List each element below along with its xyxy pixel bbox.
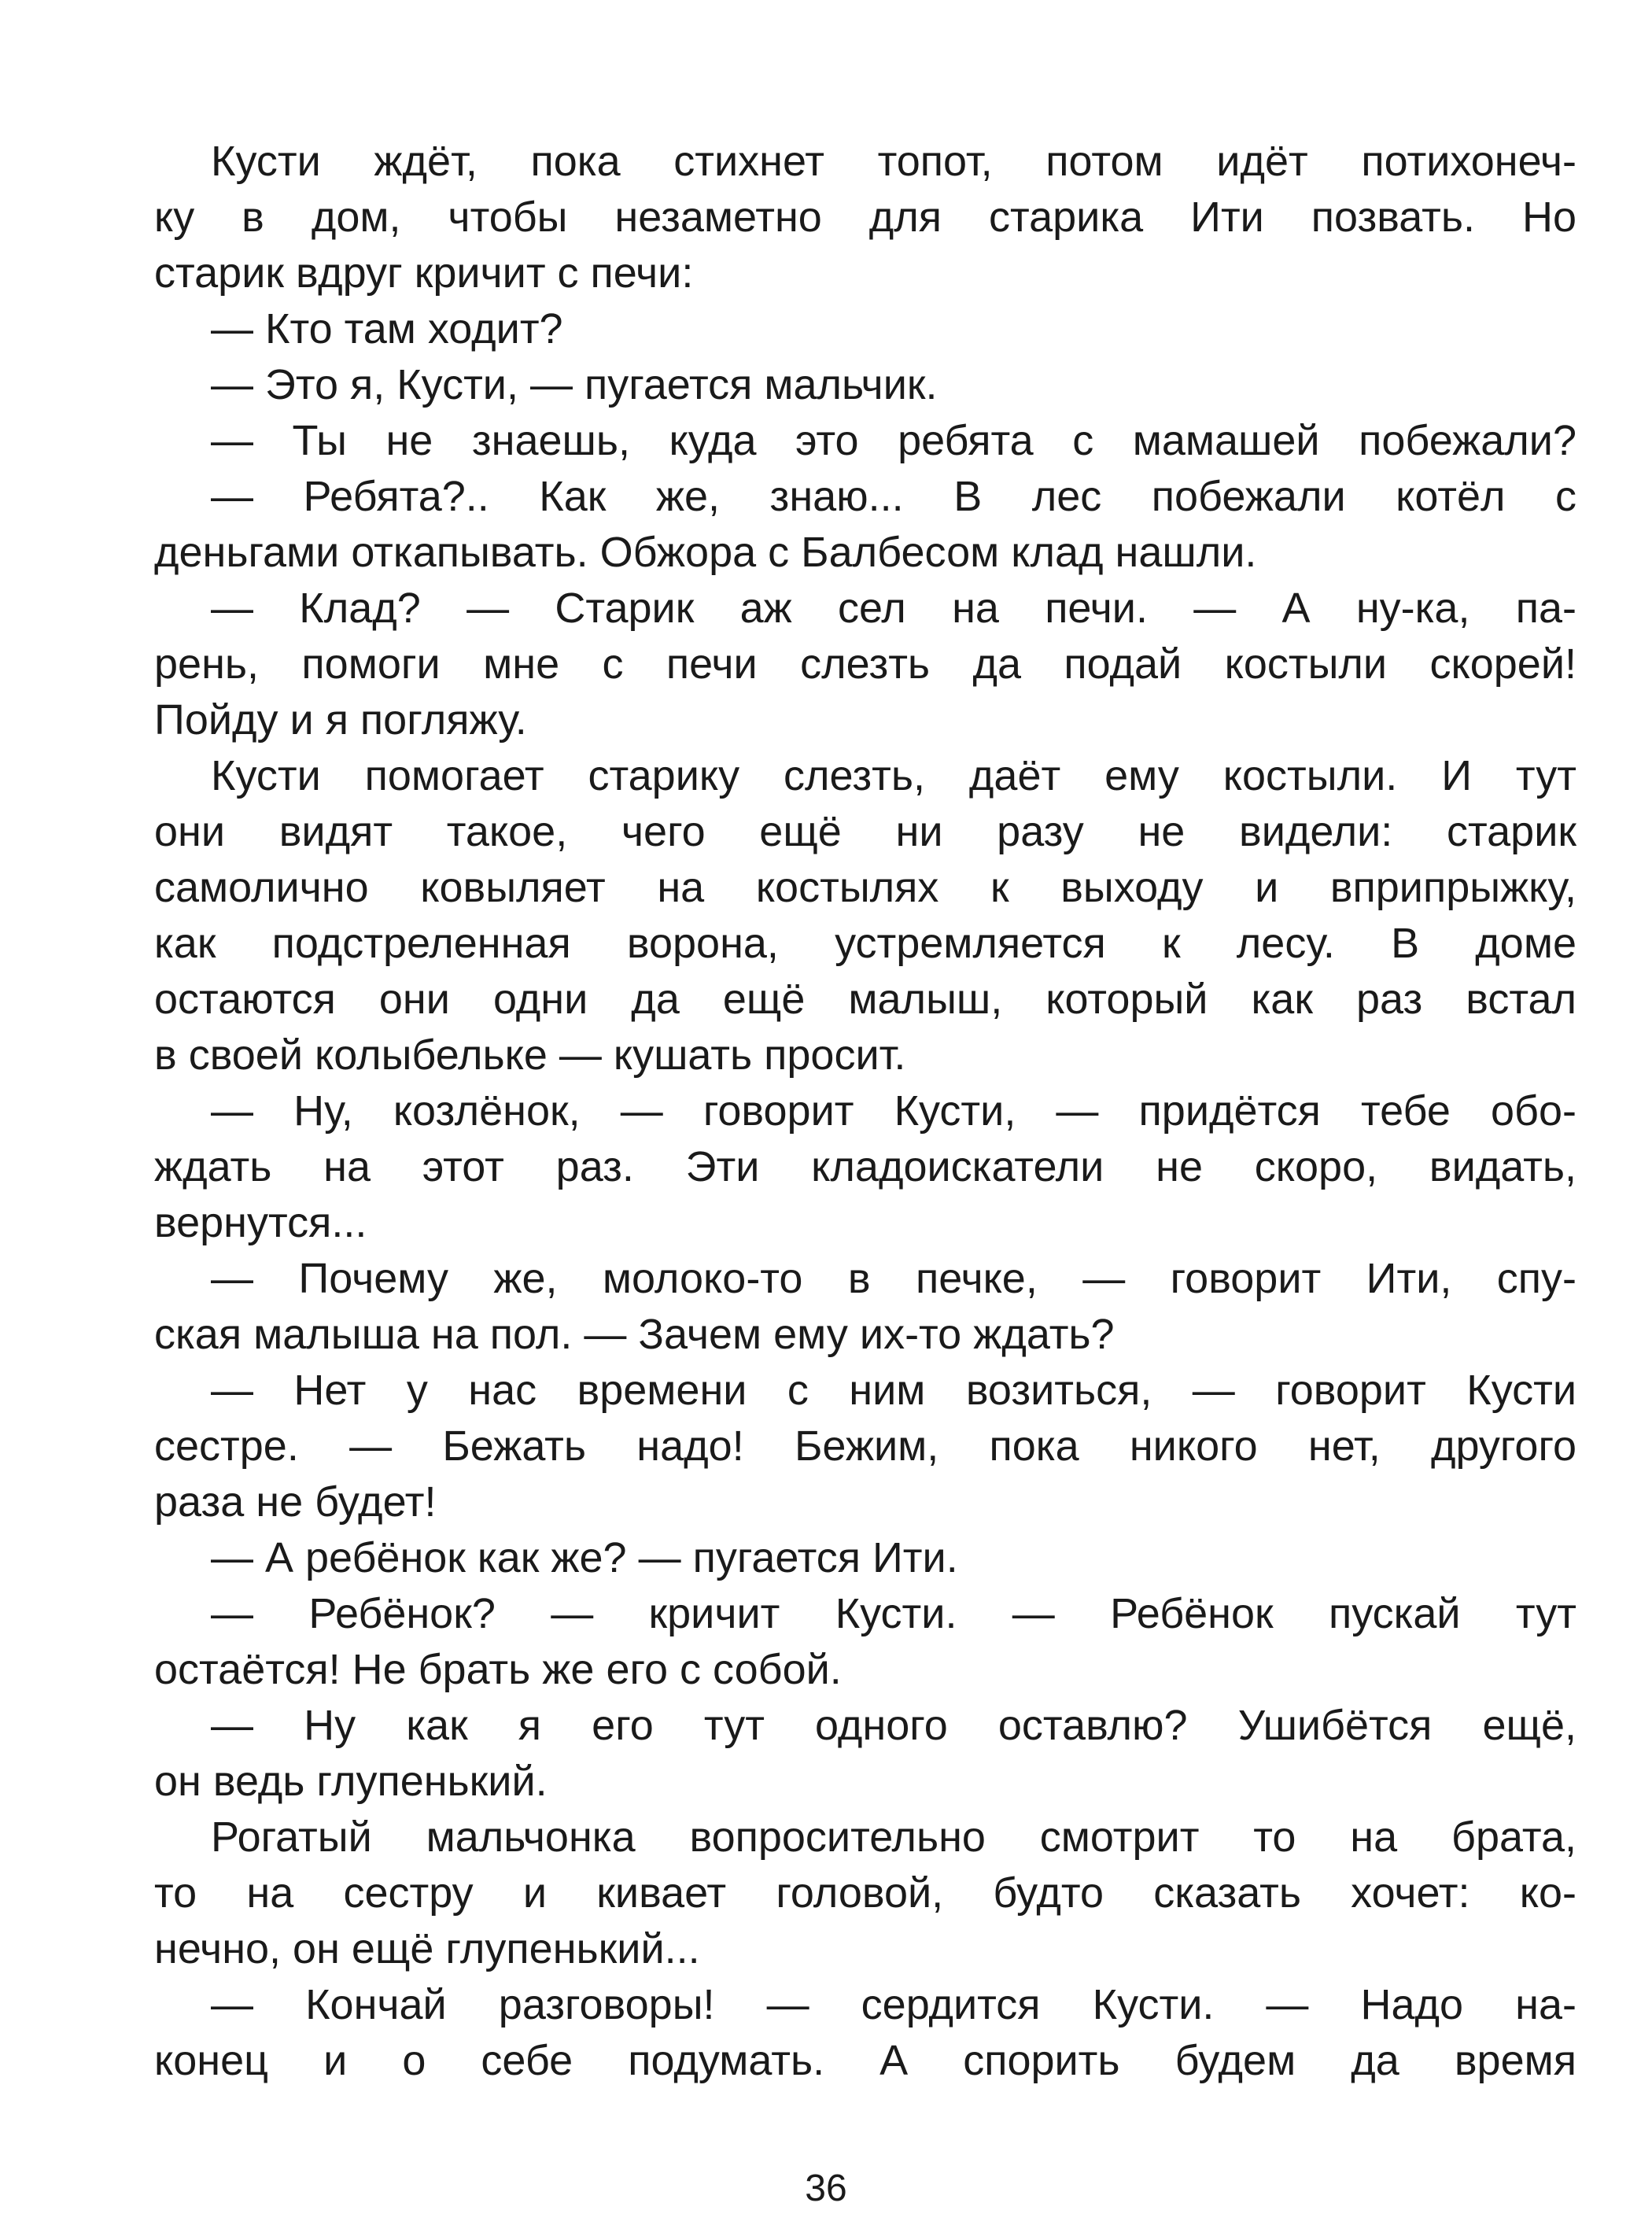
text-line: — Ребёнок? — кричит Кусти. — Ребёнок пускай тут (211, 1590, 1576, 1637)
text-line: раза не будет! (154, 1478, 437, 1526)
text-line: Рогатый мальчонка вопросительно смотрит то на брата, (211, 1814, 1576, 1861)
text-line: ждать на этот раз. Эти кладоискатели не скоро, видать, (154, 1143, 1576, 1190)
text-line: вернутся... (154, 1199, 367, 1246)
text-line: то на сестру и кивает головой, будто сказать хочет: ко- (154, 1869, 1576, 1917)
text-line: нечно, он ещё глупенький... (154, 1925, 700, 1972)
text-line: самолично ковыляет на костылях к выходу и вприпрыжку, (154, 864, 1576, 911)
text-line: в своей колыбельке — кушать просит. (154, 1031, 906, 1079)
text-line: — Нет у нас времени с ним возиться, — говорит Кусти (211, 1367, 1576, 1414)
text-line: — Клад? — Старик аж сел на печи. — А ну-ка, па- (211, 585, 1576, 632)
text-line: он ведь глупенький. (154, 1758, 548, 1805)
text-line: остаётся! Не брать же его с собой. (154, 1646, 842, 1693)
text-line: Кусти помогает старику слезть, даёт ему костыли. И тут (211, 752, 1576, 799)
text-line: старик вдруг кричит с печи: (154, 249, 694, 297)
text-line: — Ты не знаешь, куда это ребята с мамашей побежали? (211, 417, 1576, 464)
text-line: — Кто там ходит? (211, 305, 563, 352)
text-line: — Это я, Кусти, — пугается мальчик. (211, 361, 938, 408)
text-line: как подстреленная ворона, устремляется к лесу. В доме (154, 920, 1576, 967)
text-line: — Ну, козлёнок, — говорит Кусти, — придётся тебе обо- (211, 1087, 1576, 1135)
body-text (154, 134, 1576, 2089)
text-line: — Кончай разговоры! — сердится Кусти. — Надо на- (211, 1981, 1576, 2028)
page-number: 36 (805, 2168, 847, 2209)
text-line: деньгами откапывать. Обжора с Балбесом клад нашли. (154, 529, 1257, 576)
text-line: — Ребята?.. Как же, знаю... В лес побежали котёл с (211, 473, 1576, 520)
text-line: конец и о себе подумать. А спорить будем да время (154, 2037, 1576, 2084)
text-line: они видят такое, чего ещё ни разу не видели: старик (154, 808, 1576, 855)
text-line: ская малыша на пол. — Зачем ему их-то ждать? (154, 1311, 1115, 1358)
text-line: сестре. — Бежать надо! Бежим, пока никого нет, другого (154, 1422, 1576, 1470)
text-line: — А ребёнок как же? — пугается Ити. (211, 1534, 958, 1581)
text-line: остаются они одни да ещё малыш, который как раз встал (154, 976, 1576, 1023)
text-line: — Почему же, молоко-то в печке, — говорит Ити, спу- (211, 1255, 1576, 1302)
text-line: ку в дом, чтобы незаметно для старика Ити позвать. Но (154, 194, 1576, 241)
text-line: Пойду и я погляжу. (154, 696, 527, 743)
text-line: Кусти ждёт, пока стихнет топот, потом идёт потихонеч- (211, 138, 1576, 185)
text-line: рень, помоги мне с печи слезть да подай костыли скорей! (154, 640, 1576, 688)
text-line: — Ну как я его тут одного оставлю? Ушибётся ещё, (211, 1702, 1576, 1749)
